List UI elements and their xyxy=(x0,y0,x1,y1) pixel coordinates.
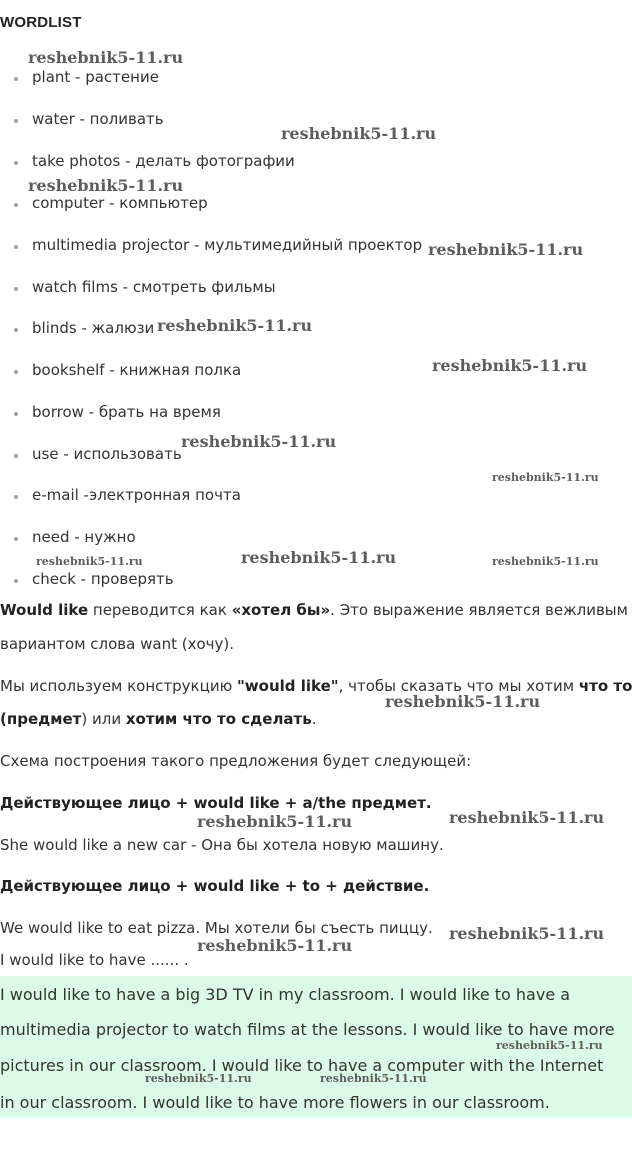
wordlist-item-text: need - нужно xyxy=(32,528,136,546)
watermark-text: reshebnik5-11.ru xyxy=(241,548,397,567)
wordlist-item xyxy=(14,151,295,171)
watermark-text: reshebnik5-11.ru xyxy=(492,471,599,484)
bullet-icon xyxy=(14,579,18,583)
wordlist-item xyxy=(14,318,154,338)
bullet-icon xyxy=(14,412,18,416)
answer-line: I would like to have a big 3D TV in my classroom. I would like to have a xyxy=(0,985,571,1004)
answer-line: in our classroom. I would like to have more flowers in our classroom. xyxy=(0,1093,550,1112)
exercise-prompt: I would like to have ...... . xyxy=(0,951,189,969)
text-run: . xyxy=(311,710,317,728)
bullet-icon xyxy=(14,203,18,207)
wordlist-item-text: check - проверять xyxy=(32,570,174,588)
bullet-icon xyxy=(14,119,18,123)
text-run: , чтобы сказать что мы хотим xyxy=(338,677,579,695)
wordlist-heading: WORDLIST xyxy=(0,14,82,31)
watermark-text: reshebnik5-11.ru xyxy=(145,1072,252,1085)
wordlist-item-text: plant - растение xyxy=(32,68,159,86)
bold-term: что то xyxy=(578,677,632,695)
grammar-example-1: She would like a new car - Она бы хотела новую машину. xyxy=(0,836,444,854)
watermark-text: reshebnik5-11.ru xyxy=(320,1072,427,1085)
watermark-text: reshebnik5-11.ru xyxy=(197,812,353,831)
bold-term: Would like xyxy=(0,601,89,619)
wordlist-item-text: use - использовать xyxy=(32,445,182,463)
wordlist-item xyxy=(14,67,159,87)
watermark-text: reshebnik5-11.ru xyxy=(28,48,184,67)
grammar-paragraph-1-line-2: вариантом слова want (хочу). xyxy=(0,635,234,653)
bullet-icon xyxy=(14,328,18,332)
wordlist-item xyxy=(14,235,422,255)
bullet-icon xyxy=(14,77,18,81)
bold-term: хотим что то сделать xyxy=(125,710,312,728)
grammar-formula-2: Действующее лицо + would like + to + действие. xyxy=(0,877,430,895)
wordlist-item xyxy=(14,485,241,505)
wordlist-item-text: watch films - смотреть фильмы xyxy=(32,278,276,296)
answer-line: pictures in our classroom. I would like to have a computer with the Internet xyxy=(0,1056,604,1075)
grammar-paragraph-3: Схема построения такого предложения будет следующей: xyxy=(0,752,472,770)
wordlist-item xyxy=(14,109,164,129)
watermark-text: reshebnik5-11.ru xyxy=(449,924,605,943)
wordlist-item xyxy=(14,402,221,422)
wordlist-item xyxy=(14,569,174,589)
grammar-formula-1: Действующее лицо + would like + a/the предмет. xyxy=(0,794,432,812)
watermark-text: reshebnik5-11.ru xyxy=(281,124,437,143)
bold-term: «хотел бы» xyxy=(231,601,331,619)
wordlist-item xyxy=(14,193,208,213)
watermark-text: reshebnik5-11.ru xyxy=(492,555,599,568)
watermark-text: reshebnik5-11.ru xyxy=(449,808,605,827)
watermark-text: reshebnik5-11.ru xyxy=(181,432,337,451)
watermark-text: reshebnik5-11.ru xyxy=(157,316,313,335)
bullet-icon xyxy=(14,537,18,541)
wordlist-item-text: computer - компьютер xyxy=(32,194,208,212)
wordlist-item-text: e-mail -электронная почта xyxy=(32,486,241,504)
watermark-text: reshebnik5-11.ru xyxy=(197,936,353,955)
wordlist-item xyxy=(14,360,241,380)
watermark-text: reshebnik5-11.ru xyxy=(432,356,588,375)
watermark-text: reshebnik5-11.ru xyxy=(28,176,184,195)
grammar-paragraph-1 xyxy=(0,601,630,619)
watermark-text: reshebnik5-11.ru xyxy=(36,555,143,568)
wordlist-item-text: take photos - делать фотографии xyxy=(32,152,295,170)
bold-term: "would like" xyxy=(236,677,339,695)
grammar-paragraph-2-line-2 xyxy=(0,710,630,728)
wordlist-item-text: water - поливать xyxy=(32,110,164,128)
watermark-text: reshebnik5-11.ru xyxy=(385,692,541,711)
bullet-icon xyxy=(14,454,18,458)
wordlist-item xyxy=(14,527,136,547)
watermark-text: reshebnik5-11.ru xyxy=(496,1039,603,1052)
wordlist-item xyxy=(14,277,276,297)
wordlist-item-text: blinds - жалюзи xyxy=(32,319,155,337)
answer-line: multimedia projector to watch films at the lessons. I would like to have more xyxy=(0,1020,615,1039)
wordlist-item-text: multimedia projector - мультимедийный проектор xyxy=(32,236,423,254)
bullet-icon xyxy=(14,287,18,291)
watermark-text: reshebnik5-11.ru xyxy=(428,240,584,259)
wordlist-item xyxy=(14,444,182,464)
bullet-icon xyxy=(14,495,18,499)
text-run: Мы используем конструкцию xyxy=(0,677,237,695)
text-run: ) или xyxy=(81,710,126,728)
text-run: переводится как xyxy=(88,601,232,619)
bullet-icon xyxy=(14,245,18,249)
wordlist-item-text: borrow - брать на время xyxy=(32,403,221,421)
wordlist-item-text: bookshelf - книжная полка xyxy=(32,361,242,379)
bullet-icon xyxy=(14,370,18,374)
text-run: . Это выражение является вежливым xyxy=(330,601,628,619)
bullet-icon xyxy=(14,161,18,165)
grammar-example-2: We would like to eat pizza. Мы хотели бы съесть пиццу. xyxy=(0,919,433,937)
bold-term: (предмет xyxy=(0,710,82,728)
